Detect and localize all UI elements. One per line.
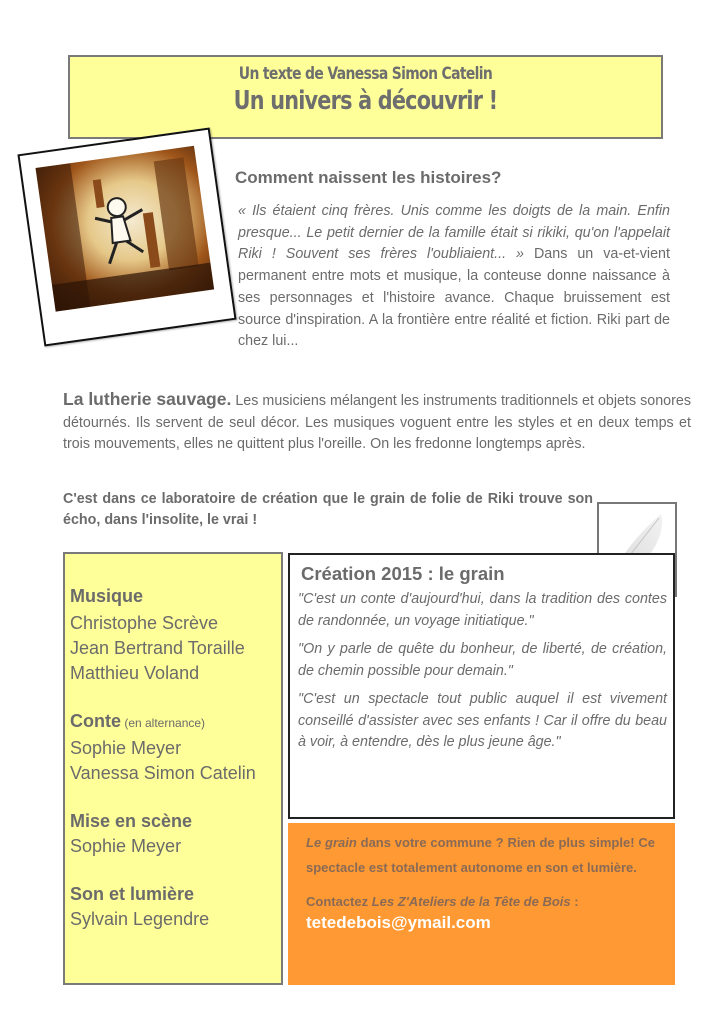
contact-panel — [288, 823, 675, 985]
story-quote: « Ils étaient cinq frères. Unis comme les doigts de la main. Enfin presque... Le petit dernier de la famille était si rikiki, qu'on l'appelait Riki ! Souvent ses frères l'oubliaient... » — [238, 203, 670, 263]
header-title: Un univers à découvrir ! — [233, 86, 498, 116]
credit-name: Matthieu Voland — [70, 663, 200, 683]
contact-email-link[interactable]: tetedebois@ymail.com — [306, 913, 491, 932]
credit-group-conte — [70, 709, 281, 786]
credit-title: Conte (en alternance) — [70, 711, 206, 731]
credit-group-musique — [70, 584, 281, 686]
lutherie-paragraph — [63, 389, 691, 456]
creation-quote: "C'est un spectacle tout public auquel il est vivement conseillé d'assister avec ses enfants ! Car il offre du beau à voir, à entendre, dès le plus jeune âge." — [298, 691, 667, 750]
credit-group-son-et-lumiere — [70, 882, 281, 932]
credit-name: Sophie Meyer — [70, 836, 182, 856]
story-body: Dans un va-et-vient permanent entre mots et musique, la conteuse donne naissance à ses personnages et l'histoire avance. Chaque bruissement est source d'inspiration. A la frontière entre réalité et fiction. Riki part de chez lui... — [238, 246, 670, 350]
creation-quote: "On y parle de quête du bonheur, de liberté, de création, de chemin possible pour demain." — [298, 641, 667, 679]
credit-name: Sophie Meyer — [70, 738, 182, 758]
polaroid-photo — [17, 127, 236, 346]
credit-name: Vanessa Simon Catelin — [70, 763, 256, 783]
creation-title: Création 2015 : le grain — [301, 563, 505, 584]
highlight-statement: C'est dans ce laboratoire de création que le grain de folie de Riki trouve son écho, dans l'insolite, le vrai ! — [63, 491, 593, 528]
creation-panel — [288, 553, 675, 819]
creation-quote: "C'est un conte d'aujourd'hui, dans la tradition des contes de randonnée, un voyage initiatique." — [298, 591, 667, 629]
header-subtitle: Un texte de Vanessa Simon Catelin — [238, 64, 493, 84]
story-heading: Comment naissent les histoires? — [235, 168, 502, 187]
credit-title: Son et lumière — [70, 884, 195, 904]
credit-title: Musique — [70, 586, 144, 606]
story-paragraph — [238, 201, 670, 353]
credit-name: Sylvain Legendre — [70, 909, 210, 929]
contact-line: Contactez Les Z'Ateliers de la Tête de Bois : — [306, 894, 579, 909]
header-banner — [68, 55, 663, 139]
contact-lead: Le grain dans votre commune ? Rien de plus simple! Ce spectacle est totalement autonome en son et lumière. — [306, 835, 655, 875]
credit-name: Jean Bertrand Toraille — [70, 638, 245, 658]
character-drawing-image — [36, 146, 215, 312]
lutherie-body: Les musiciens mélangent les instruments traditionnels et objets sonores détournés. Ils servent de seul décor. Les musiques voguent entre les styles et en deux temps et trois mouvements, elles ne quittent plus l'oreille. On les fredonne longtemps après. — [63, 393, 691, 453]
lutherie-heading: La lutherie sauvage. — [63, 389, 232, 409]
credit-note: (en alternance) — [121, 716, 206, 730]
credit-name: Christophe Scrève — [70, 613, 219, 633]
credit-title: Mise en scène — [70, 811, 193, 831]
credit-group-mise-en-scene — [70, 809, 281, 859]
contact-organization: Les Z'Ateliers de la Tête de Bois — [371, 894, 571, 909]
credits-panel — [63, 552, 283, 985]
